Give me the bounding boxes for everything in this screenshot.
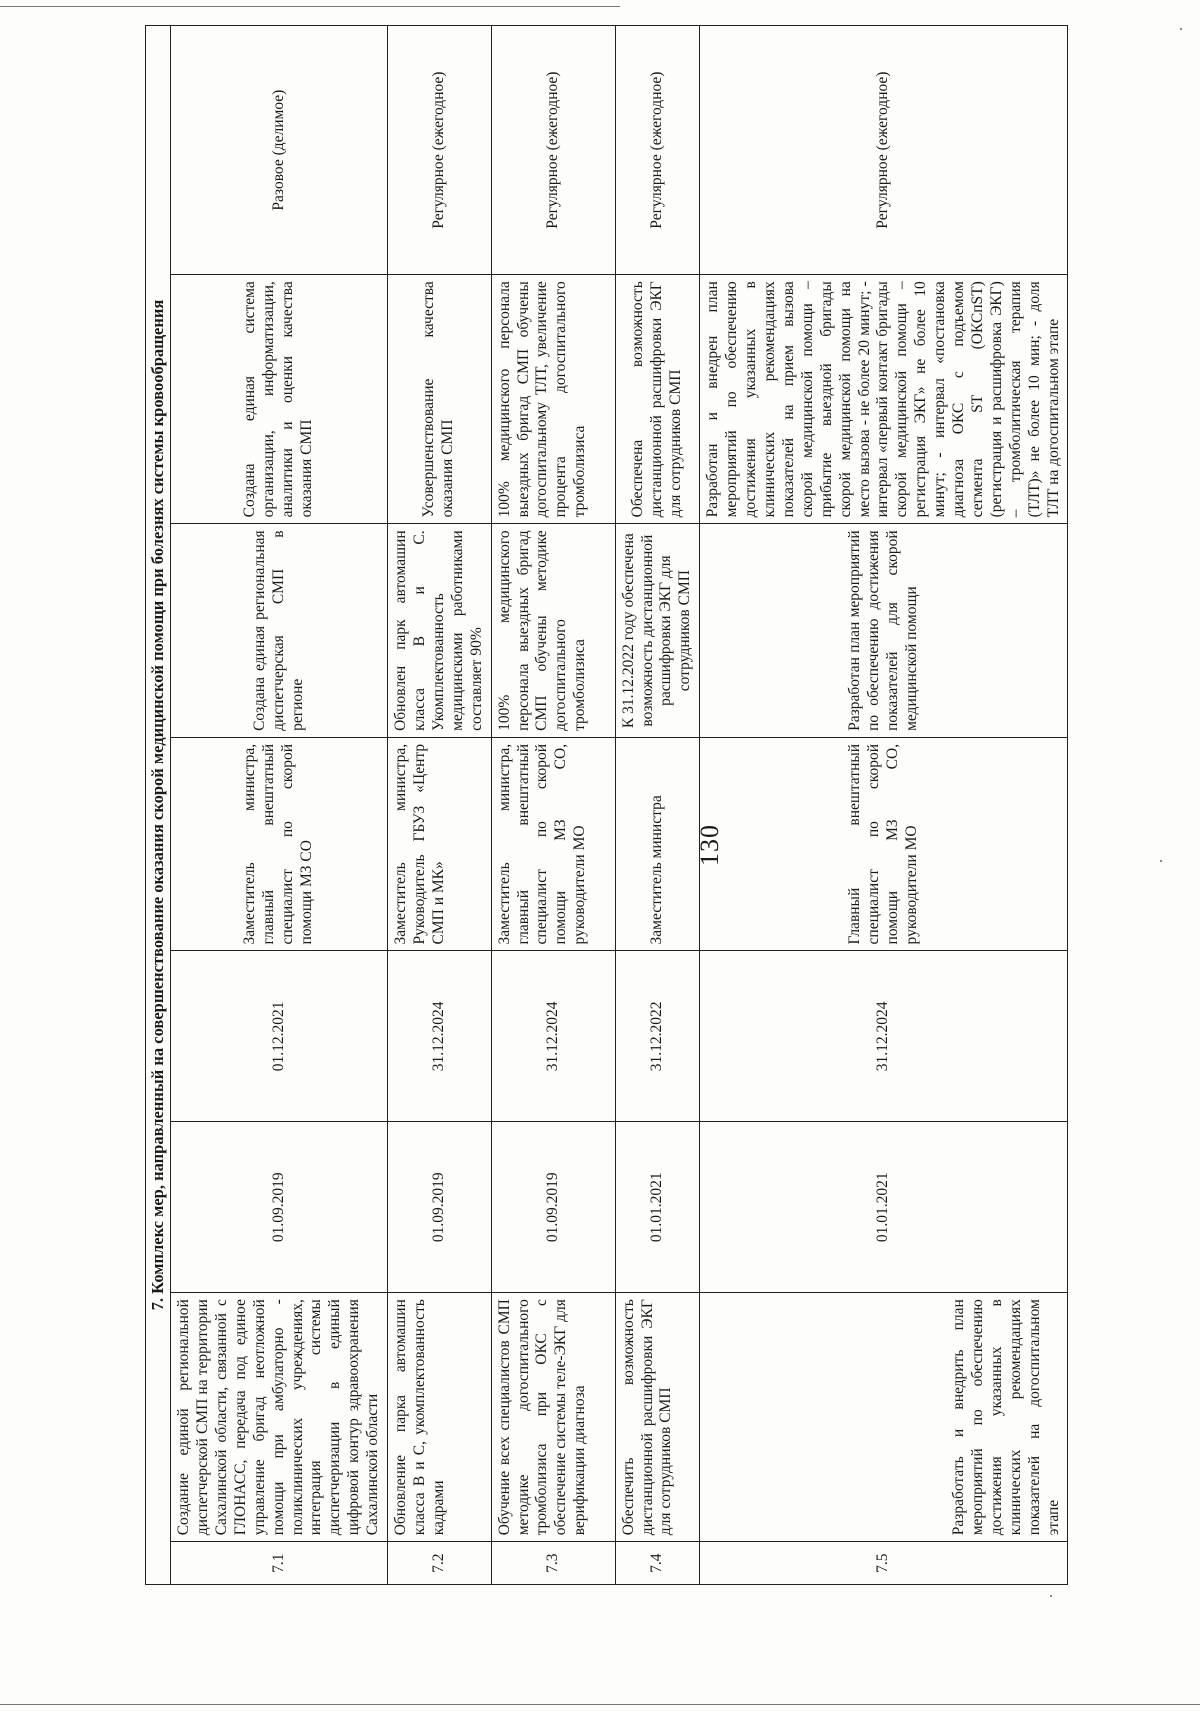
task-cell: Обновление парка автомашин класса В и С, укомплектованность кадрами: [388, 1293, 492, 1542]
table-row: [491, 26, 615, 1585]
end-date: 31.12.2022: [615, 951, 700, 1122]
task-cell: Создание единой региональной диспетчерской СМП на территории Сахалинской области, связанной с ГЛОНАСС, передача под единое управление бригад неотложной помощи при амбулаторно - поликлинических учреждениях, интеграция системы диспетчеризации в единый цифровой контур здравоохранения Сахалинской области: [171, 1293, 388, 1542]
end-date: 31.12.2024: [700, 951, 1068, 1122]
measures-table: [145, 25, 1068, 1585]
row-number: 7.1: [171, 1542, 388, 1585]
result-cell: Обновлен парк автомашин класса В и С. Укомплектованность медицинскими работниками составляет 90%: [388, 524, 492, 738]
scan-edge-line: [0, 6, 620, 7]
task-cell: Разработать и внедрить план мероприятий по обеспечению достижения указанных в клинических рекомендациях показателей на догоспитальном этапе: [700, 1293, 1068, 1542]
row-number: 7.3: [491, 1542, 615, 1585]
scan-speck: [1050, 1595, 1052, 1597]
result-cell: Создана единая региональная диспетчерская СМП в регионе: [171, 524, 388, 738]
row-number: 7.5: [700, 1542, 1068, 1585]
type-cell: Регулярное (ежегодное): [491, 26, 615, 275]
outcome-cell: Обеспечена возможность дистанционной расшифровки ЭКГ для сотрудников СМП: [615, 275, 700, 524]
responsible-cell: Заместитель министра, главный внештатный специалист по скорой помощи МЗ СО: [171, 737, 388, 951]
outcome-cell: Усовершенствование качества оказания СМП: [388, 275, 492, 524]
start-date: 01.09.2019: [491, 1122, 615, 1293]
start-date: 01.01.2021: [615, 1122, 700, 1293]
task-cell: Обеспечить возможность дистанционной расшифровки ЭКГ для сотрудников СМП: [615, 1293, 700, 1542]
scan-speck: [1160, 860, 1162, 862]
table-row: [388, 26, 492, 1585]
responsible-cell: Заместитель министра, Руководитель ГБУЗ «Центр СМП и МК»: [388, 737, 492, 951]
section-title: 7. Комплекс мер, направленный на совершенствование оказания скорой медицинской помощи при болезнях системы кровообращения: [146, 26, 171, 1585]
outcome-cell: Создана единая система организации, информатизации, аналитики и оценки качества оказания СМП: [171, 275, 388, 524]
responsible-cell: Заместитель министра: [615, 737, 700, 951]
result-cell: Разработан план мероприятий по обеспечению достижения показателей для скорой медицинской помощи: [700, 524, 1068, 738]
section-header-row: [146, 26, 171, 1585]
start-date: 01.09.2019: [388, 1122, 492, 1293]
start-date: 01.09.2019: [171, 1122, 388, 1293]
result-cell: 100% медицинского персонала выездных бригад СМП обучены методике догоспитального тромболизиса: [491, 524, 615, 738]
table-row: [171, 26, 388, 1585]
end-date: 31.12.2024: [388, 951, 492, 1122]
type-cell: Регулярное (ежегодное): [615, 26, 700, 275]
table-row: [615, 26, 700, 1585]
result-cell: К 31.12.2022 году обеспечена возможность дистанционной расшифровки ЭКГ для сотрудников СМП: [615, 524, 700, 738]
start-date: 01.01.2021: [700, 1122, 1068, 1293]
rotated-table-sheet: [145, 25, 1062, 1585]
outcome-cell: 100% медицинского персонала выездных бригад СМП обучены догоспитальному ТЛТ, увеличение процента догоспитального тромболизиса: [491, 275, 615, 524]
type-cell: Разовое (делимое): [171, 26, 388, 275]
row-number: 7.4: [615, 1542, 700, 1585]
table-row: [700, 26, 1068, 1585]
task-cell: Обучение всех специалистов СМП методике догоспитального тромболизиса при ОКС с обеспечение системы теле-ЭКГ для верификации диагноза: [491, 1293, 615, 1542]
row-number: 7.2: [388, 1542, 492, 1585]
type-cell: Регулярное (ежегодное): [700, 26, 1068, 275]
page-number: 130: [695, 824, 724, 866]
type-cell: Регулярное (ежегодное): [388, 26, 492, 275]
responsible-cell: Главный внештатный специалист по скорой помощи МЗ СО, руководители МО: [700, 737, 1068, 951]
end-date: 01.12.2021: [171, 951, 388, 1122]
scan-edge-line: [0, 1704, 1200, 1705]
outcome-cell: Разработан и внедрен план мероприятий по обеспечению достижения указанных в клинических рекомендациях показателей на прием вызова скорой медицинской помощи – прибытие выездной бригады скорой медицинской помощи на место вызова - не более 20 минут; - интервал «первый контакт бригады скорой медицинской помощи – регистрация ЭКГ» не более 10 минут; - интервал «постановка диагноза ОКС с подъемом сегмента ST (ОКСпST) (регистрация и расшифровка ЭКГ) – тромболитическая терапия (ТЛТ)» не более 10 мин; - доля ТЛТ на догоспитальном этапе: [700, 275, 1068, 524]
scan-speck: [1180, 28, 1182, 30]
end-date: 31.12.2024: [491, 951, 615, 1122]
responsible-cell: Заместитель министра, главный внештатный специалист по скорой помощи МЗ СО, руководители МО: [491, 737, 615, 951]
